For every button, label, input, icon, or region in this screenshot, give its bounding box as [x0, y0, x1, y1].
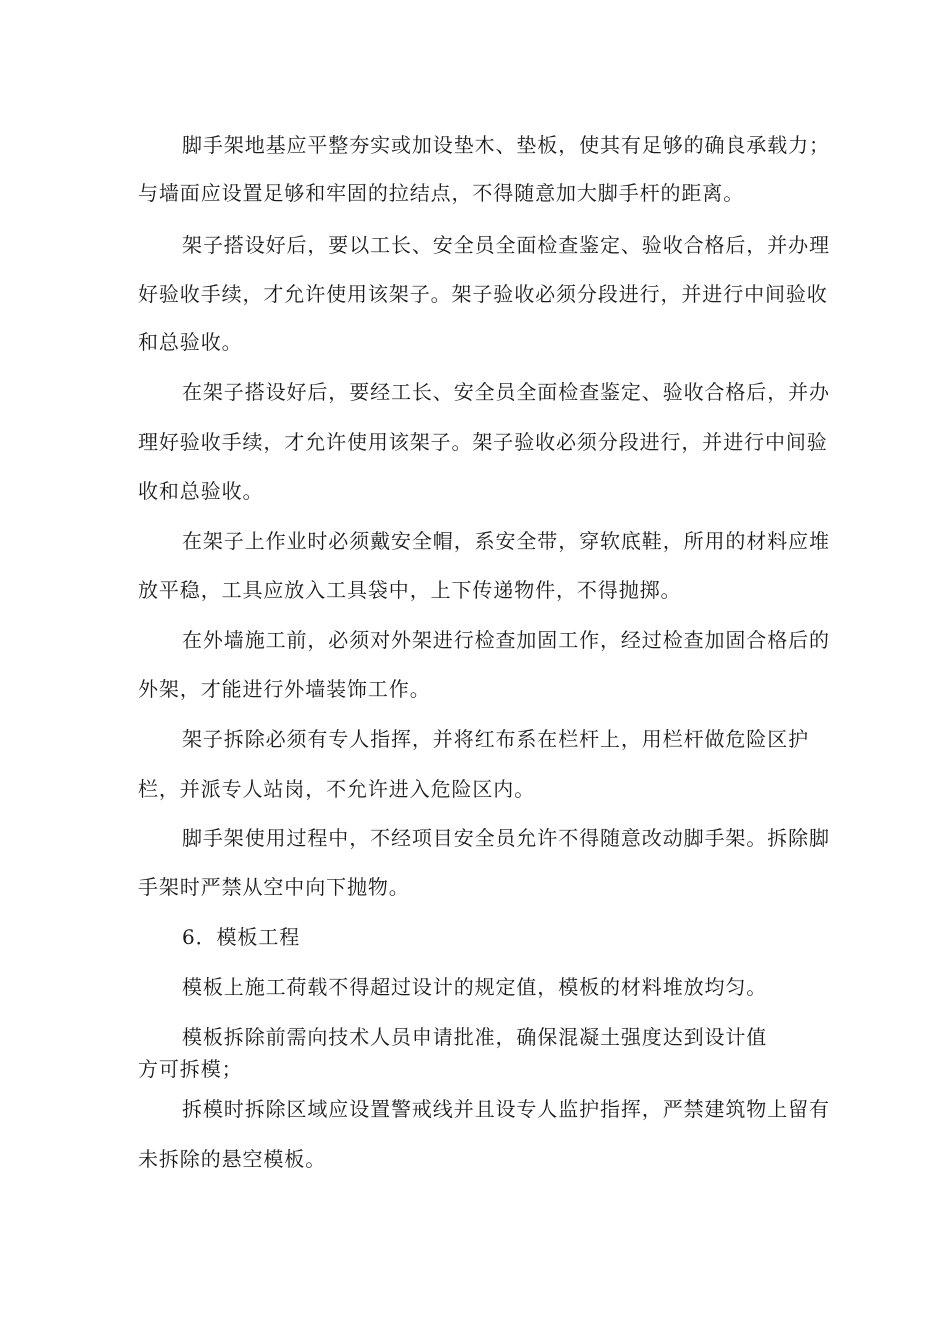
paragraph-line: 架子拆除必须有专人指挥，并将红布系在栏杆上，用栏杆做危险区护	[182, 727, 809, 751]
section-heading: 6．模板工程	[182, 925, 301, 949]
paragraph-line: 脚手架使用过程中，不经项目安全员允许不得随意改动脚手架。拆除脚	[182, 826, 830, 850]
paragraph-line: 在架子搭设好后，要经工长、安全员全面检查鉴定、验收合格后，并办	[182, 380, 830, 404]
paragraph-line: 收和总验收。	[138, 479, 264, 503]
paragraph-line: 模板拆除前需向技术人员申请批准，确保混凝土强度达到设计值	[182, 1025, 768, 1049]
paragraph-line: 在外墙施工前，必须对外架进行检查加固工作，经过检查加固合格后的	[182, 628, 830, 652]
paragraph-line: 栏，并派专人站岗，不允许进入危险区内。	[138, 777, 536, 801]
paragraph-line: 和总验收。	[138, 330, 243, 354]
paragraph-line: 手架时严禁从空中向下抛物。	[138, 875, 410, 899]
paragraph-line: 未拆除的悬空模板。	[138, 1147, 327, 1171]
paragraph-line: 放平稳，工具应放入工具袋中，上下传递物件，不得抛掷。	[138, 578, 682, 602]
paragraph-line: 拆模时拆除区域应设置警戒线并且设专人监护指挥，严禁建筑物上留有	[182, 1097, 830, 1121]
paragraph-line: 脚手架地基应平整夯实或加设垫木、垫板，使其有足够的确良承载力；	[182, 133, 830, 157]
paragraph-line: 方可拆模；	[138, 1057, 243, 1081]
paragraph-line: 模板上施工荷载不得超过设计的规定值，模板的材料堆放均匀。	[182, 975, 768, 999]
paragraph-line: 外架，才能进行外墙装饰工作。	[138, 677, 431, 701]
paragraph-line: 在架子上作业时必须戴安全帽，系安全带，穿软底鞋，所用的材料应堆	[182, 529, 830, 553]
paragraph-line: 理好验收手续，才允许使用该架子。架子验收必须分段进行，并进行中间验	[138, 430, 828, 454]
paragraph-line: 好验收手续，才允许使用该架子。架子验收必须分段进行，并进行中间验收	[138, 282, 828, 306]
paragraph-line: 架子搭设好后，要以工长、安全员全面检查鉴定、验收合格后，并办理	[182, 233, 830, 257]
paragraph-line: 与墙面应设置足够和牢固的拉结点，不得随意加大脚手杆的距离。	[138, 181, 745, 205]
